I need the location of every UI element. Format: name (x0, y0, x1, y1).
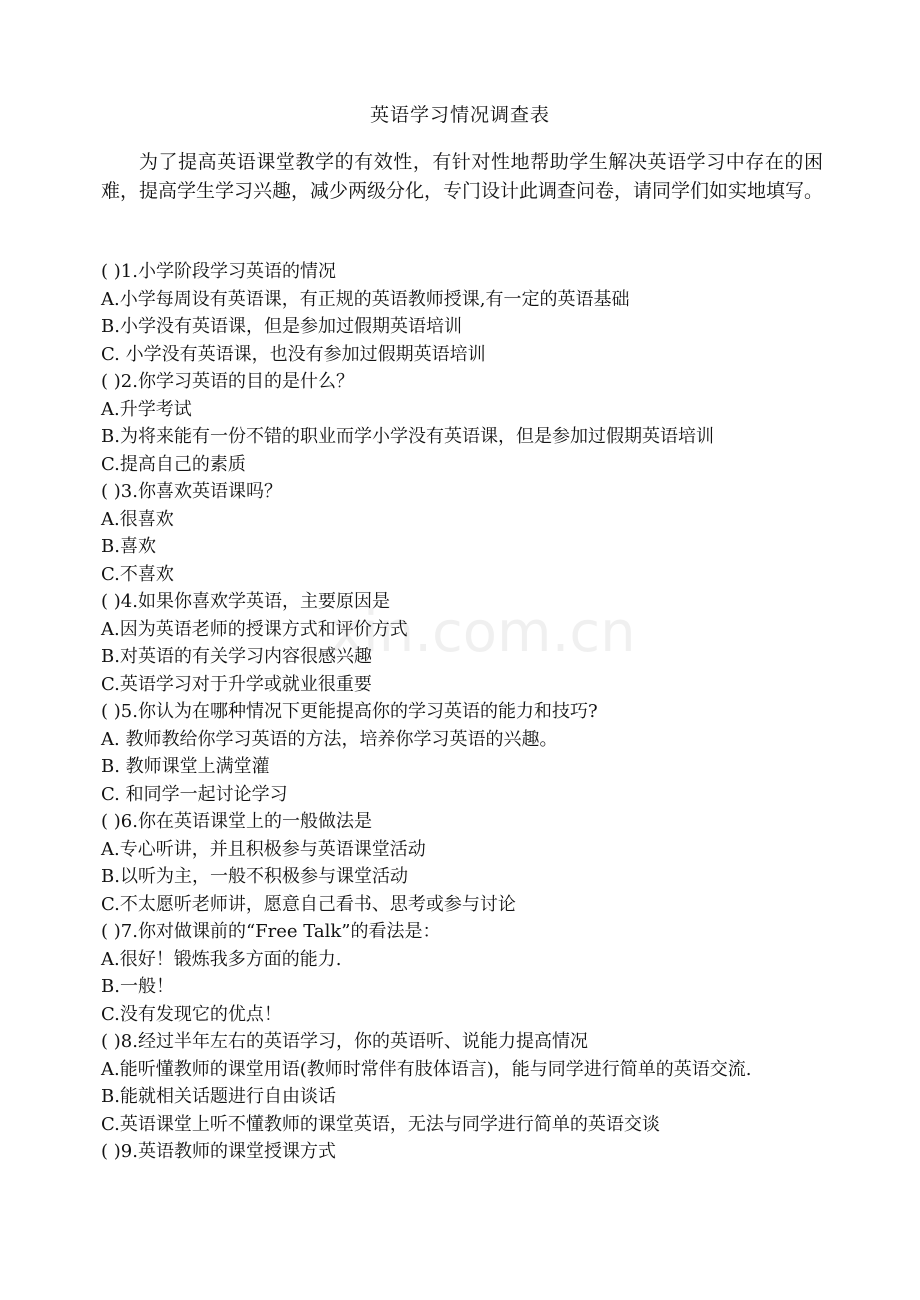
option-3b: B.喜欢 (101, 536, 156, 557)
question-3: ( )3.你喜欢英语课吗？ (101, 481, 282, 502)
option-5a: A. 教师教给你学习英语的方法，培养你学习英语的兴趣。 (101, 728, 558, 750)
question-8: ( )8.经过半年左右的英语学习，你的英语听、说能力提高情况 (101, 1031, 588, 1052)
option-4c: C.英语学习对于升学或就业很重要 (101, 673, 372, 695)
option-5b: B. 教师课堂上满堂灌 (101, 756, 270, 777)
option-8b: B.能就相关话题进行自由谈话 (101, 1086, 336, 1107)
option-1b: B.小学没有英语课，但是参加过假期英语培训 (101, 316, 462, 337)
questionnaire-body (101, 258, 826, 1166)
question-4: ( )4.如果你喜欢学英语，主要原因是 (101, 591, 390, 612)
option-6b: B.以听为主，一般不积极参与课堂活动 (101, 866, 408, 887)
option-1c: C. 小学没有英语课，也没有参加过假期英语培训 (101, 343, 486, 365)
option-4a: A.因为英语老师的授课方式和评价方式 (101, 618, 408, 640)
question-1: ( )1.小学阶段学习英语的情况 (101, 261, 336, 282)
option-2c: C.提高自己的素质 (101, 453, 246, 475)
document-title: 英语学习情况调查表 (369, 104, 550, 126)
option-8a: A.能听懂教师的课堂用语(教师时常伴有肢体语言)，能与同学进行简单的英语交流. (101, 1058, 752, 1080)
option-3c: C.不喜欢 (101, 563, 174, 585)
question-6: ( )6.你在英语课堂上的一般做法是 (101, 811, 372, 832)
option-7a: A.很好！锻炼我多方面的能力. (101, 948, 342, 970)
option-6c: C.不太愿听老师讲，愿意自己看书、思考或参与讨论 (101, 893, 516, 915)
intro-paragraph: 为了提高英语课堂教学的有效性，有针对性地帮助学生解决英语学习中存在的困难，提高学生学习兴趣，减少两级分化，专门设计此调查问卷，请同学们如实地填写。 (101, 151, 824, 202)
option-3a: A.很喜欢 (101, 508, 174, 530)
question-5: ( )5.你认为在哪种情况下更能提高你的学习英语的能力和技巧? (101, 701, 598, 722)
option-1a: A.小学每周设有英语课，有正规的英语教师授课,有一定的英语基础 (101, 288, 630, 310)
option-5c: C. 和同学一起讨论学习 (101, 783, 288, 805)
watermark-text: xin.com.cn (330, 600, 636, 665)
option-2a: A.升学考试 (101, 398, 192, 420)
question-9: ( )9.英语教师的课堂授课方式 (101, 1141, 336, 1162)
option-8c: C.英语课堂上听不懂教师的课堂英语，无法与同学进行简单的英语交谈 (101, 1113, 660, 1135)
option-7c: C.没有发现它的优点！ (101, 1003, 282, 1025)
option-6a: A.专心听讲，并且积极参与英语课堂活动 (101, 838, 426, 860)
question-7: ( )7.你对做课前的“Free Talk”的看法是： (101, 921, 441, 942)
question-2: ( )2.你学习英语的目的是什么？ (101, 371, 354, 392)
option-4b: B.对英语的有关学习内容很感兴趣 (101, 646, 372, 667)
option-2b: B.为将来能有一份不错的职业而学小学没有英语课，但是参加过假期英语培训 (101, 426, 714, 447)
option-7b: B.一般！ (101, 976, 174, 997)
